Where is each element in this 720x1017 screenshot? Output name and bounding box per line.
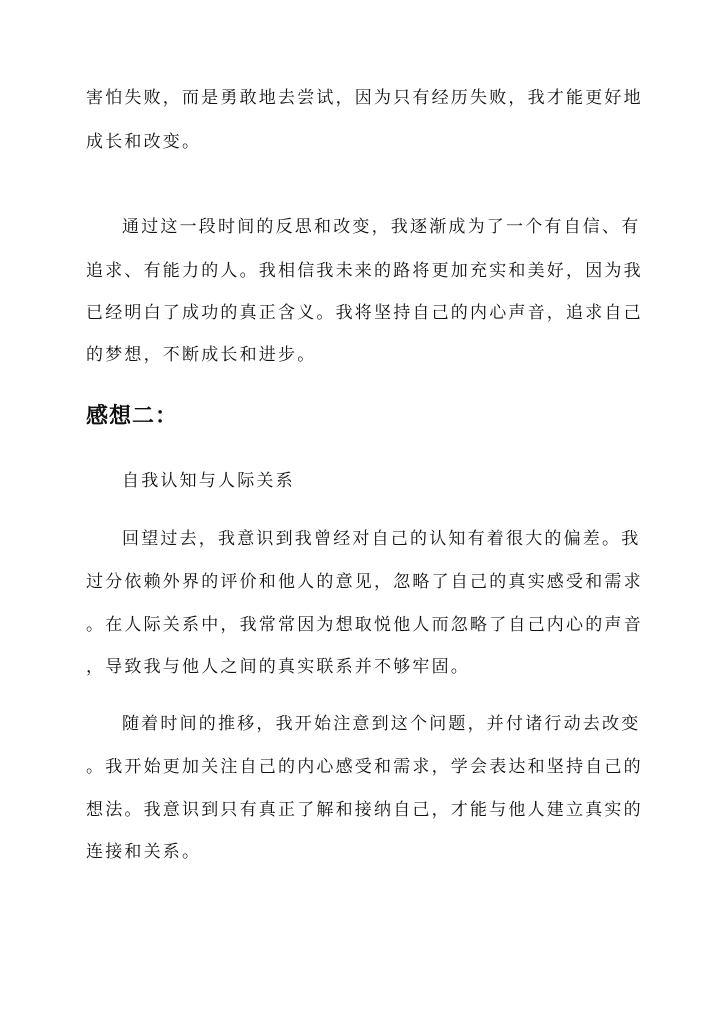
paragraph-2-line-4: 的梦想，不断成长和进步。 [86, 345, 317, 365]
paragraph-4-line-1: 随着时间的推移，我开始注意到这个问题，并付诸行动去改变 [122, 714, 641, 734]
paragraph-1-line-2: 成长和改变。 [86, 132, 202, 152]
paragraph-2-line-2: 追求、有能力的人。我相信我未来的路将更加充实和美好，因为我 [86, 261, 643, 281]
paragraph-3-line-3: 。在人际关系中，我常常因为想取悦他人而忽略了自己内心的声音 [86, 615, 643, 635]
section-subtitle: 自我认知与人际关系 [122, 471, 295, 491]
paragraph-4-line-2: 。我开始更加关注自己的内心感受和需求，学会表达和坚持自己的 [86, 757, 643, 777]
paragraph-2-line-3: 已经明白了成功的真正含义。我将坚持自己的内心声音，追求自己 [86, 303, 643, 323]
paragraph-3-line-1: 回望过去，我意识到我曾经对自己的认知有着很大的偏差。我 [122, 529, 641, 549]
paragraph-2-line-1: 通过这一段时间的反思和改变，我逐渐成为了一个有自信、有 [122, 217, 641, 237]
paragraph-3-line-2: 过分依赖外界的评价和他人的意见，忽略了自己的真实感受和需求 [86, 572, 643, 592]
paragraph-3-line-4: ，导致我与他人之间的真实联系并不够牢固。 [86, 657, 470, 677]
paragraph-1-line-1: 害怕失败，而是勇敢地去尝试，因为只有经历失败，我才能更好地 [86, 88, 643, 108]
paragraph-4-line-4: 连接和关系。 [86, 842, 202, 862]
paragraph-4-line-3: 想法。我意识到只有真正了解和接纳自己，才能与他人建立真实的 [86, 800, 643, 820]
section-heading: 感想二： [86, 403, 179, 429]
